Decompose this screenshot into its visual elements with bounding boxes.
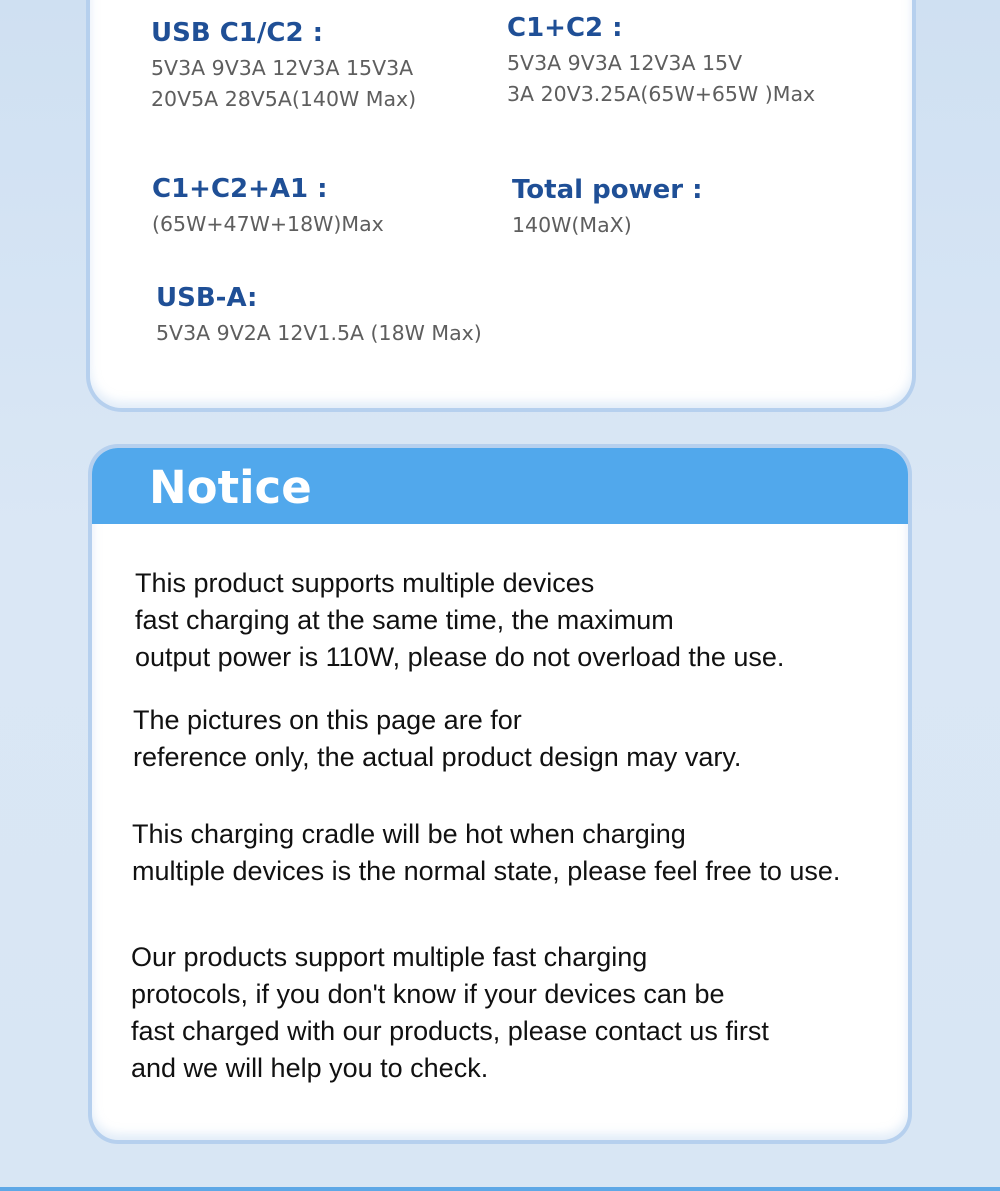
spec-values: (65W+47W+18W)Max (152, 212, 384, 236)
notice-paragraph: The pictures on this page are for reference only, the actual product design may vary. (133, 705, 742, 772)
spec-c1c2a1 (152, 174, 384, 240)
notice-header (92, 448, 908, 524)
notice-title: Notice (149, 461, 312, 514)
spec-heading: C1+C2+A1 : (152, 174, 328, 204)
spec-c1c2 (507, 13, 815, 110)
spec-total-power (512, 175, 702, 241)
spec-values: 140W(MaX) (512, 213, 632, 237)
spec-usb-c1c2 (151, 18, 416, 115)
spec-heading: Total power : (512, 175, 703, 205)
spec-heading: USB-A: (156, 283, 258, 313)
bottom-divider (0, 1187, 1000, 1191)
spec-values: 5V3A 9V3A 12V3A 15V 3A 20V3.25A(65W+65W )Max (507, 51, 816, 106)
notice-paragraph: This product supports multiple devices fast charging at the same time, the maximum output power is 110W, please do not overload the use. (135, 568, 785, 672)
spec-values: 5V3A 9V2A 12V1.5A (18W Max) (156, 321, 482, 345)
notice-paragraph: Our products support multiple fast charging protocols, if you don't know if your devices can be fast charged with our products, please contact us first and we will help you to check. (131, 942, 769, 1083)
spec-heading: USB C1/C2 : (151, 18, 323, 48)
notice-paragraph: This charging cradle will be hot when charging multiple devices is the normal state, please feel free to use. (132, 819, 841, 886)
spec-usb-a (156, 283, 482, 349)
spec-heading: C1+C2 : (507, 13, 623, 43)
spec-values: 5V3A 9V3A 12V3A 15V3A 20V5A 28V5A(140W Max) (151, 56, 417, 111)
